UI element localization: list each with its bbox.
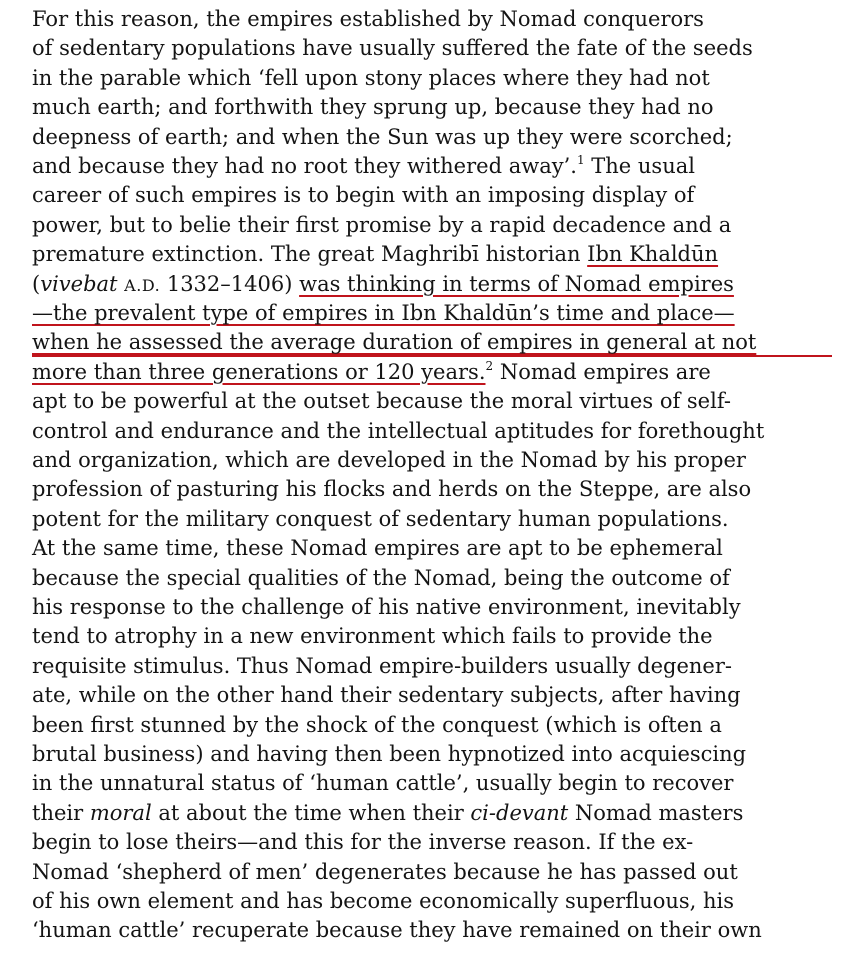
text-segment: The usual — [584, 154, 695, 178]
text-segment: of sedentary populations have usually suffered the fate of the seeds — [32, 36, 753, 61]
footnote-marker: 2 — [485, 358, 494, 373]
text-segment: career of such empires is to begin with an imposing display of — [32, 183, 695, 208]
text-line — [32, 621, 832, 651]
text-segment: ate, while on the other hand their sedentary subjects, after having — [32, 683, 741, 708]
text-line — [32, 651, 832, 681]
text-segment: —the prevalent type of empires in Ibn Khaldūn’s time and place— — [32, 301, 735, 325]
text-segment: premature extinction. The great Maghribī historian — [32, 242, 588, 267]
text-segment: potent for the military conquest of sedentary human populations. — [32, 506, 729, 531]
text-segment: profession of pasturing his flocks and herds on the Steppe, are also — [32, 477, 752, 502]
text-segment: brutal business) and having then been hypnotized into acquiescing — [32, 742, 747, 766]
text-segment: requisite stimulus. Thus Nomad empire-builders usually degener- — [32, 653, 732, 678]
annotation-underline — [32, 355, 832, 357]
text-segment: of his own element and has become economically superfluous, his — [32, 889, 735, 913]
text-line — [32, 857, 832, 887]
text-line — [32, 92, 832, 122]
text-line — [32, 63, 832, 93]
text-segment: their — [32, 800, 90, 825]
text-line — [32, 33, 832, 63]
text-segment: 1332–1406) — [160, 271, 300, 296]
text-segment: more than three generations or 120 years. — [32, 359, 486, 384]
text-line — [32, 4, 832, 34]
text-line — [32, 298, 832, 328]
text-segment: at about the time when their — [151, 800, 471, 825]
text-segment: vivebat — [40, 271, 118, 296]
text-segment: begin to lose theirs—and this for the inverse reason. If the ex- — [32, 830, 694, 855]
text-line — [32, 710, 832, 740]
text-segment: control and endurance and the intellectual aptitudes for forethought — [32, 418, 765, 443]
text-line — [32, 445, 832, 475]
text-segment: power, but to belie their first promise by a rapid decadence and a — [32, 212, 732, 237]
text-segment: in the parable which ‘fell upon stony places where they had not — [32, 65, 710, 90]
text-segment: ( — [32, 271, 41, 296]
text-segment: Nomad masters — [568, 800, 744, 825]
text-segment: moral — [89, 800, 152, 825]
text-line — [32, 680, 832, 710]
text-line — [32, 827, 832, 857]
text-segment: much earth; and forthwith they sprung up, because they had no — [32, 95, 714, 120]
text-line — [32, 416, 832, 446]
text-line — [32, 386, 832, 416]
text-segment: tend to atrophy in a new environment which fails to provide the — [32, 624, 713, 649]
text-line — [32, 563, 832, 593]
text-line — [32, 592, 832, 622]
text-segment: Nomad empires are — [493, 359, 711, 384]
text-segment: ‘human cattle’ recuperate because they have remained on their own — [32, 918, 762, 943]
text-segment: For this reason, the empires established by Nomad conquerors — [32, 7, 704, 31]
text-segment: was thinking in terms of Nomad empires — [299, 271, 734, 296]
text-segment: his response to the challenge of his native environment, inevitably — [32, 595, 741, 619]
text-segment: and because they had no root they withered away’. — [32, 154, 577, 178]
text-line — [32, 180, 832, 210]
text-segment: in the unnatural status of ‘human cattle’, usually begin to recover — [32, 771, 734, 796]
text-line — [32, 886, 832, 916]
text-line — [32, 474, 832, 504]
text-line — [32, 357, 832, 387]
text-segment: A.D. — [124, 275, 161, 295]
text-segment: deepness of earth; and when the Sun was up they were scorched; — [32, 124, 733, 149]
text-segment: Nomad ‘shepherd of men’ degenerates because he has passed out — [32, 859, 738, 884]
text-line — [32, 269, 832, 299]
text-line — [32, 768, 832, 798]
footnote-marker: 1 — [576, 153, 585, 167]
text-line — [32, 504, 832, 534]
text-segment: been first stunned by the shock of the conquest (which is often a — [32, 712, 722, 737]
text-line — [32, 151, 832, 181]
text-line — [32, 915, 832, 945]
text-segment: because the special qualities of the Nomad, being the outcome of — [32, 565, 730, 590]
text-line — [32, 739, 832, 769]
text-segment: ci-devant — [470, 800, 569, 825]
text-segment: and organization, which are developed in the Nomad by his proper — [32, 448, 746, 472]
text-segment: apt to be powerful at the outset because the moral virtues of self- — [32, 389, 731, 414]
text-line — [32, 798, 832, 828]
text-line — [32, 533, 832, 563]
text-segment: when he assessed the average duration of empires in general at not — [32, 330, 757, 355]
text-line — [32, 122, 832, 152]
text-segment: At the same time, these Nomad empires are apt to be ephemeral — [32, 536, 723, 561]
text-segment: Ibn Khaldūn — [587, 242, 719, 267]
text-line — [32, 239, 832, 269]
text-line — [32, 210, 832, 240]
text-line — [32, 327, 832, 357]
